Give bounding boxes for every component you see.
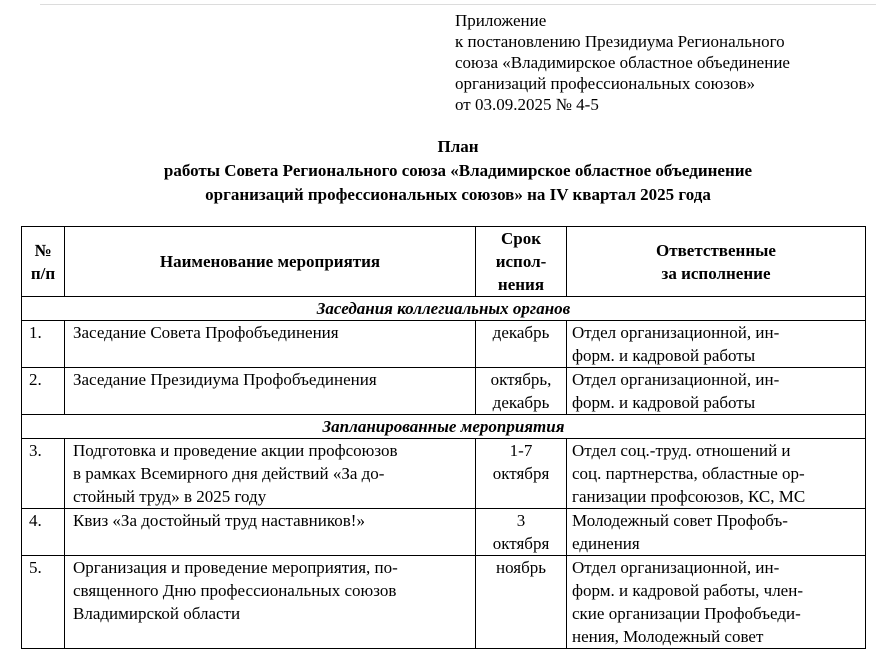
event-name-line: стойный труд» в 2025 году [73,487,267,506]
event-name [65,321,476,368]
event-name-line: священного Дню профессиональных союзов [73,581,397,600]
header-name: Наименование мероприятия [65,227,476,297]
responsible-line: нения, Молодежный совет [572,627,764,646]
responsible-line: соц. партнерства, областные ор- [572,464,805,483]
header-term-line: испол- [495,252,547,271]
event-name-line: Подготовка и проведение акции профсоюзов [73,441,398,460]
section-row [22,297,866,321]
header-term-line: нения [497,275,545,294]
header-term-line: Срок [500,229,542,248]
annex-line: Приложение [455,11,547,30]
event-term-line: декабрь [492,323,550,342]
event-responsible [567,368,866,415]
responsible-line: ганизации профсоюзов, КС, МС [572,487,806,506]
row-number: 3. [22,439,65,509]
table-row [22,556,866,649]
row-number: 2. [22,368,65,415]
header-resp [567,227,866,297]
event-term-line: 1-7 [509,441,533,460]
responsible-line: Молодежный совет Профобъ- [572,511,788,530]
row-number: 4. [22,509,65,556]
section-row [22,415,866,439]
event-term [476,368,567,415]
annex-line: к постановлению Президиума Регионального [455,32,785,51]
event-responsible [567,556,866,649]
header-num-line: п/п [30,263,56,283]
header-num [22,227,65,297]
responsible-line: форм. и кадровой работы [572,393,756,412]
annex-line: союза «Владимирское областное объединение [455,53,790,72]
event-name [65,556,476,649]
event-term-line: октябрь, [490,370,552,389]
annex-line: от 03.09.2025 № 4-5 [455,95,599,114]
table-row [22,368,866,415]
event-name [65,439,476,509]
responsible-line: единения [572,534,640,553]
event-name [65,509,476,556]
event-term [476,509,567,556]
event-term-line: 3 [516,511,526,530]
responsible-line: ские организации Профобъеди- [572,604,801,623]
event-term-line: октября [492,534,550,553]
table-header-row [22,227,866,297]
header-resp-line: Ответственные [656,240,776,260]
table-row [22,321,866,368]
document-title [40,135,876,207]
event-name-line: Заседание Совета Профобъединения [73,323,339,342]
event-term-line: декабрь [492,393,550,412]
responsible-line: Отдел организационной, ин- [572,558,780,577]
title-line: План [437,137,479,156]
annex-block [455,10,790,115]
event-term [476,439,567,509]
responsible-line: Отдел организационной, ин- [572,370,780,389]
event-responsible [567,439,866,509]
event-term-line: октября [492,464,550,483]
section-title: Запланированные мероприятия [22,415,866,439]
header-term [476,227,567,297]
title-line: работы Совета Регионального союза «Владимирское областное объединение [163,161,753,180]
table-row [22,439,866,509]
header-resp-line: за исполнение [661,263,771,283]
section-title: Заседания коллегиальных органов [22,297,866,321]
responsible-line: Отдел организационной, ин- [572,323,780,342]
responsible-line: форм. и кадровой работы [572,346,756,365]
event-responsible [567,321,866,368]
event-name-line: Организация и проведение мероприятия, по- [73,558,398,577]
event-name [65,368,476,415]
event-name-line: Квиз «За достойный труд наставников!» [73,511,365,530]
event-name-line: Владимирской области [73,604,241,623]
table-row [22,509,866,556]
annex-line: организаций профессиональных союзов» [455,74,755,93]
plan-table [21,226,866,649]
event-term [476,321,567,368]
row-number: 1. [22,321,65,368]
event-name-line: в рамках Всемирного дня действий «За до- [73,464,385,483]
event-term-line: ноябрь [496,558,546,577]
header-num-line: № [34,240,52,260]
responsible-line: форм. и кадровой работы, член- [572,581,803,600]
responsible-line: Отдел соц.-труд. отношений и [572,441,791,460]
event-responsible [567,509,866,556]
row-number: 5. [22,556,65,649]
page-top-rule [40,4,876,5]
event-name-line: Заседание Президиума Профобъединения [73,370,377,389]
title-line: организаций профессиональных союзов» на IV квартал 2025 года [205,185,711,204]
event-term [476,556,567,649]
